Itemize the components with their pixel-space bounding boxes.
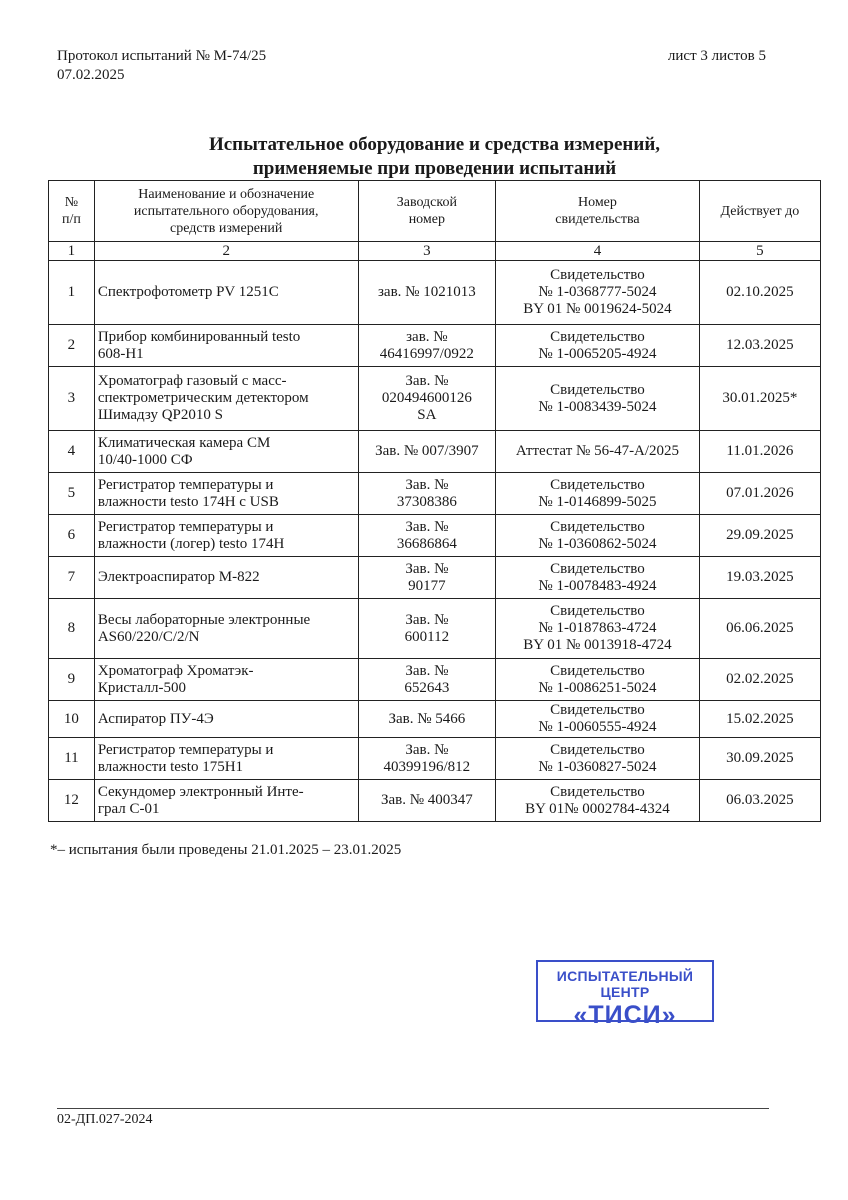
certificate-number <box>496 701 700 738</box>
certificate-number-line: № 1-0187863-4724 <box>538 620 657 636</box>
equipment-name <box>94 261 358 325</box>
certificate-number-line: Свидетельство <box>550 702 645 718</box>
serial-number <box>358 367 495 431</box>
serial-number <box>358 659 495 701</box>
row-number: 8 <box>49 599 95 659</box>
certificate-number-line: Свидетельство <box>550 741 645 758</box>
table-row <box>49 325 821 367</box>
valid-until: 11.01.2026 <box>699 431 820 473</box>
equipment-name <box>94 780 358 822</box>
col-header-valid-until <box>699 181 820 242</box>
row-number: 4 <box>49 431 95 473</box>
equipment-name-line: грал С-01 <box>97 800 160 817</box>
equipment-name <box>94 701 358 738</box>
equipment-name <box>94 473 358 515</box>
certificate-number-line: № 1-0368777-5024 <box>538 284 657 300</box>
serial-number <box>358 599 495 659</box>
row-number: 6 <box>49 515 95 557</box>
valid-until: 15.02.2025 <box>699 701 820 738</box>
equipment-table <box>48 180 821 822</box>
valid-until: 29.09.2025 <box>699 515 820 557</box>
footnote: *– испытания были проведены 21.01.2025 – 23.01.2025 <box>50 842 402 858</box>
column-number: 1 <box>49 242 95 261</box>
table-row <box>49 431 821 473</box>
col-header-certificate <box>496 181 700 242</box>
row-number: 11 <box>49 738 95 780</box>
equipment-name-line: Секундомер электронный Интe- <box>97 783 304 800</box>
valid-until: 19.03.2025 <box>699 557 820 599</box>
valid-until: 06.03.2025 <box>699 780 820 822</box>
col-header-valid-until-line: Действует до <box>720 203 800 219</box>
serial-number-line: зав. № <box>406 328 448 345</box>
equipment-name-line: спектрометрическим детектором <box>97 390 309 406</box>
equipment-name <box>94 325 358 367</box>
serial-number-line: 600112 <box>404 628 450 645</box>
serial-number <box>358 325 495 367</box>
serial-number-line: Зав. № <box>405 662 449 679</box>
valid-until: 06.06.2025 <box>699 599 820 659</box>
equipment-name-line: 10/40-1000 СФ <box>97 451 193 468</box>
certificate-number-line: № 1-0060555-4924 <box>538 719 657 735</box>
certificate-number-line: № 1-0360827-5024 <box>538 758 657 775</box>
valid-until: 30.09.2025 <box>699 738 820 780</box>
footer-divider <box>57 1108 769 1109</box>
col-header-number-line: п/п <box>61 212 81 227</box>
row-number: 10 <box>49 701 95 738</box>
serial-number <box>358 261 495 325</box>
certificate-number <box>496 367 700 431</box>
row-number: 12 <box>49 780 95 822</box>
table-header-row <box>49 181 821 242</box>
col-header-serial <box>358 181 495 242</box>
valid-until: 07.01.2026 <box>699 473 820 515</box>
certificate-number <box>496 780 700 822</box>
serial-number-line: 652643 <box>404 679 450 696</box>
row-number: 7 <box>49 557 95 599</box>
certificate-number-line: № 1-0078483-4924 <box>538 577 657 594</box>
certificate-number-line: Аттестат № 56-47-А/2025 <box>515 443 680 459</box>
equipment-name <box>94 515 358 557</box>
serial-number-line: 36686864 <box>396 535 457 552</box>
equipment-name-line: Кристалл-500 <box>97 679 187 696</box>
serial-number-line: Зав. № <box>405 560 449 577</box>
certificate-number-line: Свидетельство <box>550 328 645 345</box>
equipment-name-line: Регистратор температуры и <box>97 518 274 535</box>
column-number: 3 <box>358 242 495 261</box>
table-row <box>49 367 821 431</box>
equipment-name-line: Хроматограф Хроматэк- <box>97 662 254 679</box>
table-row <box>49 473 821 515</box>
col-header-name-line: Наименование и обозначение <box>138 186 315 202</box>
page-title <box>48 133 821 181</box>
equipment-name-line: Электроаспиратор М-822 <box>97 569 260 585</box>
certificate-number-line: Свидетельство <box>550 381 645 398</box>
protocol-number: Протокол испытаний № М-74/25 <box>57 48 267 64</box>
certificate-number-line: Свидетельство <box>550 783 645 800</box>
protocol-header <box>57 47 266 85</box>
table-row <box>49 515 821 557</box>
valid-until: 02.02.2025 <box>699 659 820 701</box>
serial-number-line: Зав. № <box>405 741 449 758</box>
row-number: 9 <box>49 659 95 701</box>
serial-number-line: 46416997/0922 <box>379 345 474 362</box>
title-line-1: Испытательное оборудование и средства измерений, <box>208 134 661 155</box>
certificate-number-line: BY 01 № 0013918-4724 <box>523 637 672 653</box>
certificate-number-line: Свидетельство <box>550 560 645 577</box>
equipment-name-line: Аспиратор ПУ-4Э <box>97 710 214 727</box>
serial-number-line: 37308386 <box>396 493 457 510</box>
certificate-number-line: BY 01 № 0019624-5024 <box>523 301 672 317</box>
row-number: 2 <box>49 325 95 367</box>
col-header-name-line: средств измерений <box>170 220 283 236</box>
table-row <box>49 261 821 325</box>
equipment-name-line: 608-H1 <box>97 345 144 362</box>
equipment-name-line: Шимадзу QP2010 S <box>97 407 223 423</box>
certificate-number-line: BY 01№ 0002784-4324 <box>525 800 670 817</box>
certificate-number-line: Свидетельство <box>550 662 645 679</box>
equipment-name <box>94 599 358 659</box>
serial-number <box>358 738 495 780</box>
serial-number-line: Зав. № 007/3907 <box>375 443 479 459</box>
equipment-name-line: Спектрофотометр PV 1251С <box>97 284 279 300</box>
equipment-name <box>94 367 358 431</box>
certificate-number-line: № 1-0065205-4924 <box>538 345 657 362</box>
equipment-name <box>94 738 358 780</box>
equipment-name-line: Прибор комбинированный testo <box>97 328 301 345</box>
equipment-name <box>94 659 358 701</box>
row-number: 5 <box>49 473 95 515</box>
serial-number-line: 90177 <box>408 577 446 594</box>
serial-number-line: Зав. № <box>405 476 449 493</box>
serial-number-line: SA <box>417 407 437 423</box>
equipment-name-line: AS60/220/C/2/N <box>97 628 200 645</box>
row-number: 1 <box>49 261 95 325</box>
table-row <box>49 701 821 738</box>
equipment-name <box>94 557 358 599</box>
col-header-serial-line: Заводской <box>396 195 457 210</box>
col-header-serial-line: номер <box>408 212 445 227</box>
equipment-name-line: Хроматограф газовый с масс- <box>97 373 287 389</box>
title-line-2: применяемые при проведении испытаний <box>252 158 617 179</box>
serial-number <box>358 557 495 599</box>
certificate-number-line: Свидетельство <box>550 476 645 493</box>
certificate-number <box>496 659 700 701</box>
table-row <box>49 738 821 780</box>
equipment-name-line: влажности testo 174Н с USB <box>97 493 279 510</box>
equipment-name-line: влажности testo 175Н1 <box>97 758 244 775</box>
valid-until: 02.10.2025 <box>699 261 820 325</box>
table-row <box>49 557 821 599</box>
serial-number-line: зав. № 1021013 <box>377 284 476 300</box>
certificate-number <box>496 261 700 325</box>
certificate-number <box>496 473 700 515</box>
row-number: 3 <box>49 367 95 431</box>
table-row <box>49 659 821 701</box>
stamp-line-2: «ТИСИ» <box>573 1001 677 1029</box>
certificate-number-line: Свидетельство <box>550 267 645 283</box>
table-row <box>49 599 821 659</box>
certificate-number <box>496 431 700 473</box>
serial-number <box>358 473 495 515</box>
col-header-number <box>49 181 95 242</box>
certificate-number-line: № 1-0146899-5025 <box>538 493 657 510</box>
serial-number-line: Зав. № 400347 <box>380 792 473 808</box>
protocol-date: 07.02.2025 <box>57 67 125 83</box>
serial-number-line: 40399196/812 <box>383 758 471 775</box>
col-header-number-line: № <box>64 195 79 210</box>
serial-number <box>358 431 495 473</box>
col-header-name <box>94 181 358 242</box>
column-number-row <box>49 242 821 261</box>
equipment-name-line: Климатическая камера СМ <box>97 434 271 451</box>
certificate-number-line: № 1-0086251-5024 <box>538 679 657 696</box>
equipment-name-line: Регистратор температуры и <box>97 741 274 758</box>
column-number: 5 <box>699 242 820 261</box>
equipment-name-line: влажности (логер) testo 174Н <box>97 535 285 552</box>
equipment-name-line: Весы лабораторные электронные <box>97 611 311 628</box>
serial-number <box>358 701 495 738</box>
serial-number-line: 020494600126 <box>381 390 472 406</box>
certificate-number-line: № 1-0360862-5024 <box>538 535 657 552</box>
certificate-number-line: Свидетельство <box>550 518 645 535</box>
certificate-number <box>496 515 700 557</box>
serial-number <box>358 515 495 557</box>
table-body <box>49 261 821 822</box>
serial-number-line: Зав. № <box>405 611 449 628</box>
serial-number-line: Зав. № <box>405 373 449 389</box>
document-code: 02-ДП.027-2024 <box>57 1112 153 1127</box>
sheet-number: лист 3 листов 5 <box>667 48 766 64</box>
col-header-name-line: испытательного оборудования, <box>133 203 319 219</box>
serial-number-line: Зав. № 5466 <box>388 710 466 727</box>
certificate-number <box>496 599 700 659</box>
column-number: 4 <box>496 242 700 261</box>
valid-until: 12.03.2025 <box>699 325 820 367</box>
serial-number-line: Зав. № <box>405 518 449 535</box>
col-header-certificate-line: свидетельства <box>555 212 640 227</box>
serial-number <box>358 780 495 822</box>
certificate-number-line: Свидетельство <box>550 603 645 619</box>
organization-stamp <box>536 960 714 1029</box>
valid-until: 30.01.2025* <box>699 367 820 431</box>
col-header-certificate-line: Номер <box>577 195 617 210</box>
certificate-number <box>496 738 700 780</box>
table-row <box>49 780 821 822</box>
stamp-line-1: ИСПЫТАТЕЛЬНЫЙ ЦЕНТР <box>556 968 694 1000</box>
certificate-number <box>496 557 700 599</box>
certificate-number <box>496 325 700 367</box>
column-number: 2 <box>94 242 358 261</box>
equipment-name-line: Регистратор температуры и <box>97 476 274 493</box>
equipment-name <box>94 431 358 473</box>
certificate-number-line: № 1-0083439-5024 <box>538 398 657 415</box>
